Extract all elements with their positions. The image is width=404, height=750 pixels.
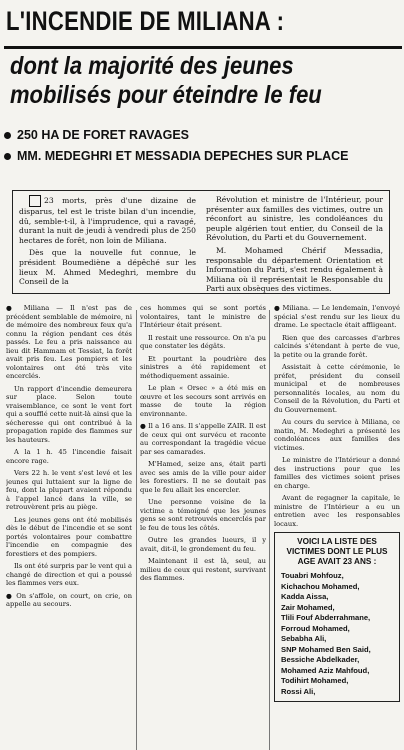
article-paragraph: Vers 22 h. le vent s'est levé et les jeunes qui luttaient sur la ligne de feu, dont la plupart avaient répondu à l'appel lancé dans la ville, se retrouvèrent pris au piège. [6, 469, 132, 511]
article-paragraph: Le ministre de l'Intérieur a donné des instructions pour que les familles des victimes soient prises en charge. [274, 456, 400, 490]
bullet-icon [4, 132, 11, 139]
article-paragraph: Ils ont été surpris par le vent qui a changé de direction et qui a poussé les flammes vers eux. [6, 562, 132, 587]
victim-name: Kadda Aissa, [281, 592, 329, 601]
article-paragraph: ● Miliana — Il n'est pas de précédent semblable de mémoire, ni de mémoire des nombreux feux qu'a connu la région pendant ces étés passés. Le feu a pris naissance au lieu dit Hammam et Tessiat, la forêt avait pris feu. Les pompiers et les volontaires ont été très vite encerclés. [6, 304, 132, 380]
victims-list [281, 571, 393, 697]
bullet-icon [4, 153, 11, 160]
bullet-text: 250 HA DE FORET RAVAGES [17, 128, 190, 142]
intro-column-1 [19, 195, 196, 297]
headline-rule [4, 46, 402, 49]
intro-paragraph: M. Mohamed Chérif Messadia, responsable du département Orientation et Information du Parti, s'est rendu également à Miliana où il représentait le Responsable du Parti aux obsèques des victimes. [206, 245, 383, 294]
intro-paragraph: 23 morts, près d'une dizaine de disparus, tel est le triste bilan d'un incendie, dû, semble-t-il, à l'imprudence, qui a ravagé, durant la nuit de jeudi à vendredi plus de 250 hectares de forêt, non loin de Miliana. [19, 196, 196, 245]
victim-name: Forroud Mohamed, [281, 623, 350, 633]
article-paragraph: Les jeunes gens ont été mobilisés dès le début de l'incendie et se sont portés volontaires pour combattre l'incendie en compagnie des forestiers et des pompiers. [6, 515, 132, 558]
article-column-2 [140, 304, 266, 750]
intro-column-2 [206, 195, 383, 297]
bullet-list [4, 125, 349, 167]
article-paragraph: Une personne voisine de la victime a témoigné que les jeunes gens se sont retrouvés encerclés par le feu de tous les côtés. [140, 498, 266, 532]
article-paragraph: Au cours du service à Miliana, ce matin, M. Medeghri a présenté les condoléances aux familles des victimes. [274, 418, 400, 452]
victim-name: Bessiche Abdelkader, [281, 655, 360, 664]
victims-box [274, 532, 400, 702]
article-paragraph: Maintenant il est là, seul, au milieu de ceux qui restent, survivant des flammes. [140, 557, 266, 582]
subheadline-line-2: mobilisés pour éteindre le feu [10, 81, 322, 109]
victim-name: Zair Mohamed, [281, 602, 335, 612]
article-paragraph: M'Hamed, seize ans, était parti avec ses amis de la ville pour aider les forestiers. Il ne se doutait pas que le feu allait les encercler. [140, 460, 266, 494]
victim-name: Touabri Mohfouz, [281, 571, 344, 580]
headline: L'INCENDIE DE MILIANA : [6, 6, 285, 36]
article-paragraph: Le plan « Orsec » a été mis en œuvre et les secours sont arrivés en masse de toute la région environnante. [140, 384, 266, 418]
victim-name: Todihirt Mohamed, [281, 676, 349, 685]
article-paragraph: ● Miliana. — Le lendemain, l'envoyé spécial s'est rendu sur les lieux du drame. Le spectacle était affligeant. [274, 304, 400, 329]
article-paragraph: ● Il a 16 ans. Il s'appelle ZAIR. Il est de ceux qui ont survécu et raconte au correspondant la tragédie vécue par ses camarades. [140, 422, 266, 456]
bullet-item [4, 125, 349, 146]
victim-name: Tlili Fouf Abderrahmane, [281, 613, 371, 622]
bullet-item [4, 146, 349, 167]
article-paragraph: Et pourtant la poudrière des sinistres a été rapidement et méthodiquement assainie. [140, 354, 266, 380]
victim-name: SNP Mohamed Ben Said, [281, 644, 371, 654]
article-column-1 [6, 304, 132, 750]
victim-name: Kichachou Mohamed, [281, 581, 360, 591]
article-paragraph: Assistait à cette cérémonie, le préfet, président du conseil municipal et de nombreuses personnalités locales, au nom du Conseil de la Révolution, du Parti et du Gouvernement. [274, 363, 400, 414]
square-icon [29, 195, 41, 207]
victim-name: Sebabha Ali, [281, 634, 327, 643]
article-paragraph: Il restait une ressource. On n'a pu que constater les dégâts. [140, 333, 266, 350]
intro-box [12, 190, 390, 294]
intro-paragraph: Révolution et ministre de l'Intérieur, pour présenter aux familles des victimes, outre un réconfort au sinistre, les condoléances du peuple algérien tout entier, du Conseil de la Révolution, du Parti et du Gouvernement. [206, 195, 383, 243]
article-body [6, 304, 400, 750]
subheadline-line-1: dont la majorité des jeunes [10, 52, 294, 80]
victim-name: Rossi Ali, [281, 686, 316, 696]
article-paragraph: ces hommes qui se sont portés volontaires, tant le ministre de l'Intérieur était présent. [140, 304, 266, 329]
victims-header: VOICI LA LISTE DES VICTIMES DONT LE PLUS AGE AVAIT 23 ANS : [286, 537, 388, 566]
article-paragraph: Un rapport d'incendie demeurera sur place. Selon toute vraisemblance, ce sont le vent fort qui a soufflé cette nuit-là ainsi que la sécheresse qui ont contribué à la propagation rapide des flammes sur les hauteurs. [6, 384, 132, 444]
article-paragraph: ● On s'affole, on court, on crie, on appelle au secours. [6, 591, 132, 608]
victim-name: Mohamed Aziz Mahfoud, [281, 665, 370, 675]
article-column-3 [274, 304, 400, 750]
intro-paragraph: Dès que la nouvelle fut connue, le président Boumediène a dépêché sur les lieux M. Ahmed Medeghri, membre du Conseil de la [19, 248, 196, 287]
article-paragraph: Rien que des carcasses d'arbres calcinés s'étendant à perte de vue, la petite ou la grande forêt. [274, 333, 400, 359]
article-paragraph: Avant de regagner la capitale, le ministre de l'Intérieur a eu un entretien avec les responsables locaux. [274, 494, 400, 528]
article-paragraph: A la 1 h. 45 l'incendie faisait encore rage. [6, 448, 132, 465]
subheadline [10, 52, 322, 110]
bullet-text: MM. MEDEGHRI ET MESSADIA DEPECHES SUR PLACE [17, 149, 349, 163]
article-paragraph: Outre les grandes lueurs, il y avait, dit-il, le grondement du feu. [140, 536, 266, 553]
